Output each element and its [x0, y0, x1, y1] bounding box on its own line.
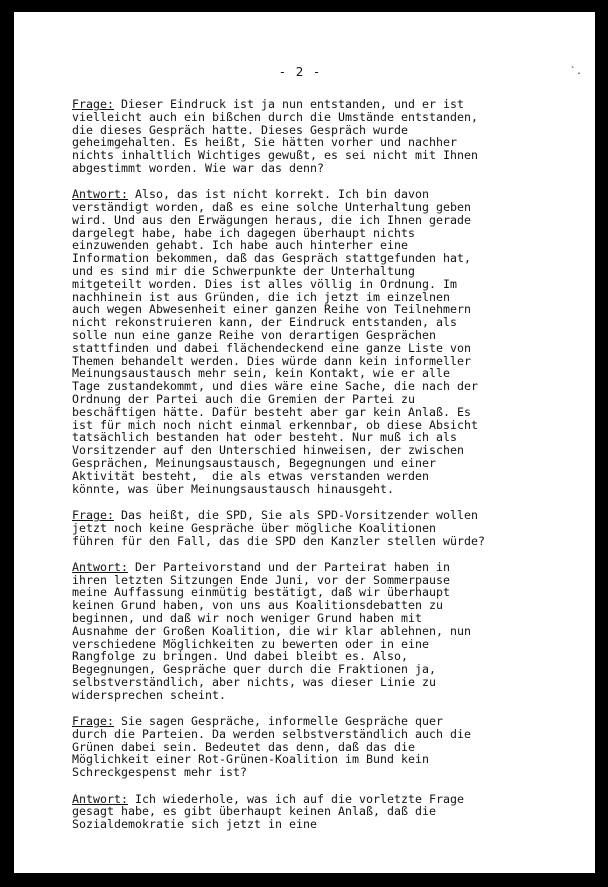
text-line: Themen behandelt werden. Dies würde dann kein informeller [72, 353, 472, 368]
line-text: Dieser Eindruck ist ja nun entstanden, und er ist [114, 97, 465, 111]
text-line: Tage zustandekommt, und dies wäre eine Sache, die nach der [72, 379, 479, 394]
text-line: stattfinden und dabei flächendeckend eine ganze Liste von [72, 340, 472, 355]
text-line: Vorsitzender auf den Unterschied hinweisen, der zwischen [72, 443, 465, 458]
text-line: auch wegen Abwesenheit einer ganzen Reihe von Teilnehmern [72, 302, 472, 317]
text-line: Gesprächen, Meinungsaustausch, Begegnungen und einer [72, 456, 437, 471]
text-line: solle nun eine ganze Reihe von derartigen Gesprächen [72, 328, 437, 343]
text-line: beschäftigen hätte. Dafür besteht aber gar kein Anlaß. Es [72, 404, 472, 419]
scan-speck-mark: `. [570, 66, 583, 77]
speaker-label: Frage: [72, 97, 115, 111]
page-number: - 2 - [278, 64, 322, 79]
answer-block [72, 793, 492, 831]
transcript-body [72, 98, 492, 844]
text-line [72, 98, 492, 111]
text-line: Schreckgespenst mehr ist? [72, 765, 248, 780]
text-line: geheimgehalten. Es heißt, Sie hätten vorher und nachher [72, 135, 458, 150]
question-block [72, 98, 492, 175]
text-line: wird. Und aus den Erwägungen heraus, die ich Ihnen gerade [72, 212, 472, 227]
text-line [72, 715, 492, 728]
text-line: nichts inhaltlich Wichtiges gewußt, es sei nicht mit Ihnen [72, 148, 479, 163]
text-line: verschiedene Möglichkeiten zu bewerten oder in eine [72, 636, 430, 651]
text-line [72, 561, 492, 574]
speaker-label: Antwort: [72, 187, 129, 202]
speaker-label: Antwort: [72, 791, 129, 806]
speaker-label: Frage: [72, 507, 115, 522]
text-line: ist für mich noch nicht einmal erkennbar, ob diese Absicht [72, 417, 479, 432]
text-line: Information bekommen, daß das Gespräch stattgefunden hat, [72, 251, 472, 266]
text-line: Meinungsaustausch mehr sein, kein Kontakt, wie er alle [72, 366, 451, 381]
text-line: Sozialdemokratie sich jetzt in eine [72, 817, 318, 832]
text-line: widersprechen scheint. [72, 687, 227, 702]
line-text: Ich wiederhole, was ich auf die vorletzte Frage [128, 791, 465, 806]
text-line: keinen Grund haben, von uns aus Koalitionsdebatten zu [72, 598, 444, 613]
text-line: Ausnahme der Großen Koalition, die wir klar ablehnen, nun [72, 623, 472, 638]
text-line: Aktivität besteht, die als etwas verstanden werden [72, 468, 430, 483]
text-line: meine Auffassung einmütig bestätigt, daß wir überhaupt [72, 585, 451, 600]
text-line: Grünen dabei sein. Bedeutet das denn, daß das die [72, 739, 416, 754]
line-text: Sie sagen Gespräche, informelle Gespräche quer [114, 714, 444, 729]
text-line: Rangfolge zu bringen. Und dabei bleibt es. Also, [72, 649, 409, 664]
speaker-label: Frage: [72, 714, 115, 729]
text-line: jetzt noch keine Gespräche über mögliche Koalitionen [72, 520, 437, 535]
text-line: könnte, was über Meinungsaustausch hinausgeht. [72, 481, 395, 496]
line-text: Der Parteivorstand und der Parteirat haben in [128, 559, 451, 574]
question-block [72, 509, 492, 547]
text-line: die dieses Gespräch hatte. Dieses Gespräch wurde [72, 122, 409, 137]
text-line: beginnen, und daß wir noch weniger Grund haben mit [72, 610, 423, 625]
text-line: führen für den Fall, das die SPD den Kanzler stellen würde? [72, 533, 486, 548]
line-text: Das heißt, die SPD, Sie als SPD-Vorsitzender wollen [114, 507, 479, 522]
text-line: Begegnungen, Gespräche quer durch die Fraktionen ja, [72, 662, 437, 677]
text-line: ihren letzten Sitzungen Ende Juni, vor der Sommerpause [72, 572, 451, 587]
text-line: vielleicht auch ein bißchen durch die Umstände entstanden, [72, 109, 479, 124]
text-line: einzuwenden gehabt. Ich habe auch hinterher eine [72, 238, 409, 253]
text-line: verständigt worden, daß es eine solche Unterhaltung geben [72, 200, 472, 215]
text-line: dargelegt habe, habe ich dagegen überhaupt nichts [72, 225, 416, 240]
document-page [14, 12, 595, 873]
line-text: Also, das ist nicht korrekt. Ich bin davon [128, 187, 430, 202]
answer-block [72, 561, 492, 702]
text-line: nachhinein ist aus Gründen, die ich jetzt im einzelnen [72, 289, 451, 304]
text-line: Möglichkeit einer Rot-Grünen-Koalition im Bund kein [72, 752, 430, 767]
text-line: mitgeteilt worden. Dies ist alles völlig in Ordnung. Im [72, 276, 458, 291]
question-block [72, 715, 492, 779]
answer-block [72, 188, 492, 495]
text-line: abgestimmt worden. Wie war das denn? [72, 160, 325, 175]
text-line: nicht rekonstruieren kann, der Eindruck entstanden, als [72, 315, 458, 330]
text-line [72, 509, 492, 522]
speaker-label: Antwort: [72, 559, 129, 574]
text-line: durch die Parteien. Da werden selbstverständlich auch die [72, 726, 472, 741]
text-line: gesagt habe, es gibt überhaupt keinen Anlaß, daß die [72, 804, 437, 819]
text-line: tatsächlich bestanden hat oder besteht. Nur muß ich als [72, 430, 458, 445]
text-line: selbstverständlich, aber nichts, was dieser Linie zu [72, 674, 437, 689]
text-line: und es sind mir die Schwerpunkte der Unterhaltung [72, 264, 416, 279]
text-line: Ordnung der Partei auch die Gremien der Partei zu [72, 392, 416, 407]
